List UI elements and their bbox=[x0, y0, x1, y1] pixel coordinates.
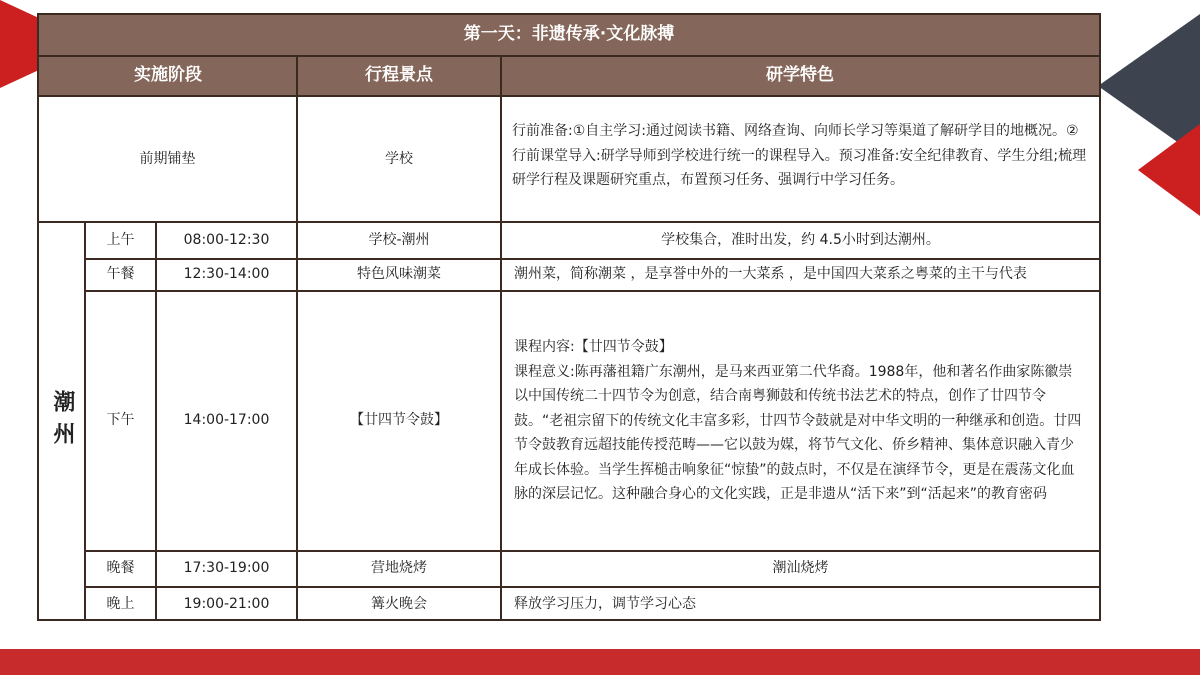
row-spot: 特色风味潮菜 bbox=[357, 266, 441, 283]
row-time: 17:30-19:00 bbox=[183, 560, 270, 577]
row-time: 14:00-17:00 bbox=[183, 412, 270, 429]
row-time: 19:00-21:00 bbox=[183, 595, 270, 612]
header-stage: 实施阶段 bbox=[39, 57, 297, 97]
row-feature: 潮州菜，简称潮菜 ，是享誉中外的一大菜系 ，是中国四大菜系之粤菜的主干与代表 bbox=[514, 266, 1027, 283]
row-spot: 篝火晚会 bbox=[371, 595, 427, 612]
row-feature: 释放学习压力，调节学习心态 bbox=[514, 595, 696, 612]
row-spot: 营地烧烤 bbox=[371, 560, 427, 577]
row-spot: 【廿四节令鼓】 bbox=[350, 412, 448, 429]
itinerary-table bbox=[37, 13, 1101, 621]
bottom-bar bbox=[0, 649, 1200, 675]
row-spot: 学校-潮州 bbox=[368, 231, 430, 248]
city-label: 潮州 bbox=[49, 390, 75, 454]
row-time: 12:30-14:00 bbox=[183, 266, 270, 283]
row-period: 晚上 bbox=[106, 595, 135, 612]
row-period: 午餐 bbox=[106, 266, 135, 283]
row-period: 上午 bbox=[106, 231, 135, 248]
right-red-triangle bbox=[1138, 124, 1200, 216]
header-feature: 研学特色 bbox=[501, 57, 1099, 97]
prep-feature: 行前准备:①自主学习:通过阅读书籍、网络查询、向师长学习等渠道了解研学目的地概况。②行前课堂导入:研学导师到学校进行统一的课程导入。预习准备:安全纪律教育、学生分组;梳理研学行程及课题研究重点，布置预习任务、强调行中学习任务。 bbox=[512, 123, 1087, 189]
header-spot: 行程景点 bbox=[297, 57, 501, 97]
row-feature: 潮汕烧烤 bbox=[772, 560, 829, 577]
prep-stage: 前期铺垫 bbox=[139, 151, 196, 168]
row-feature: 课程意义:陈再藩祖籍广东潮州，是马来西亚第二代华裔。1988年，他和著名作曲家陈徽崇以中国传统二十四节令为创意，结合南粤狮鼓和传统书法艺术的特点，创作了廿四节令鼓。“老祖宗留下的传统文化丰富多彩，廿四节令鼓就是对中华文明的一种继承和创造。廿四节令鼓教育远超技能传授范畴——它以鼓为媒，将节气文化、侨乡精神、集体意识融入青少年成长体验。当学生挥槌击响象征“惊蛰”的鼓点时，不仅是在演绎节令，更是在震荡文化血脉的深层记忆。这种融合身心的文化实践，正是非遗从“活下来”到“活起来”的教育密码 bbox=[514, 363, 1082, 503]
table-title: 第一天：非遗传承·文化脉搏 bbox=[39, 15, 1099, 57]
row-feature: 学校集合，准时出发，约 4.5小时到达潮州。 bbox=[661, 231, 940, 248]
row-time: 08:00-12:30 bbox=[183, 231, 270, 248]
row-period: 晚餐 bbox=[106, 560, 135, 577]
row-period: 下午 bbox=[106, 412, 135, 429]
row-feature-title: 课程内容:【廿四节令鼓】 bbox=[514, 339, 673, 356]
prep-spot: 学校 bbox=[385, 151, 413, 168]
